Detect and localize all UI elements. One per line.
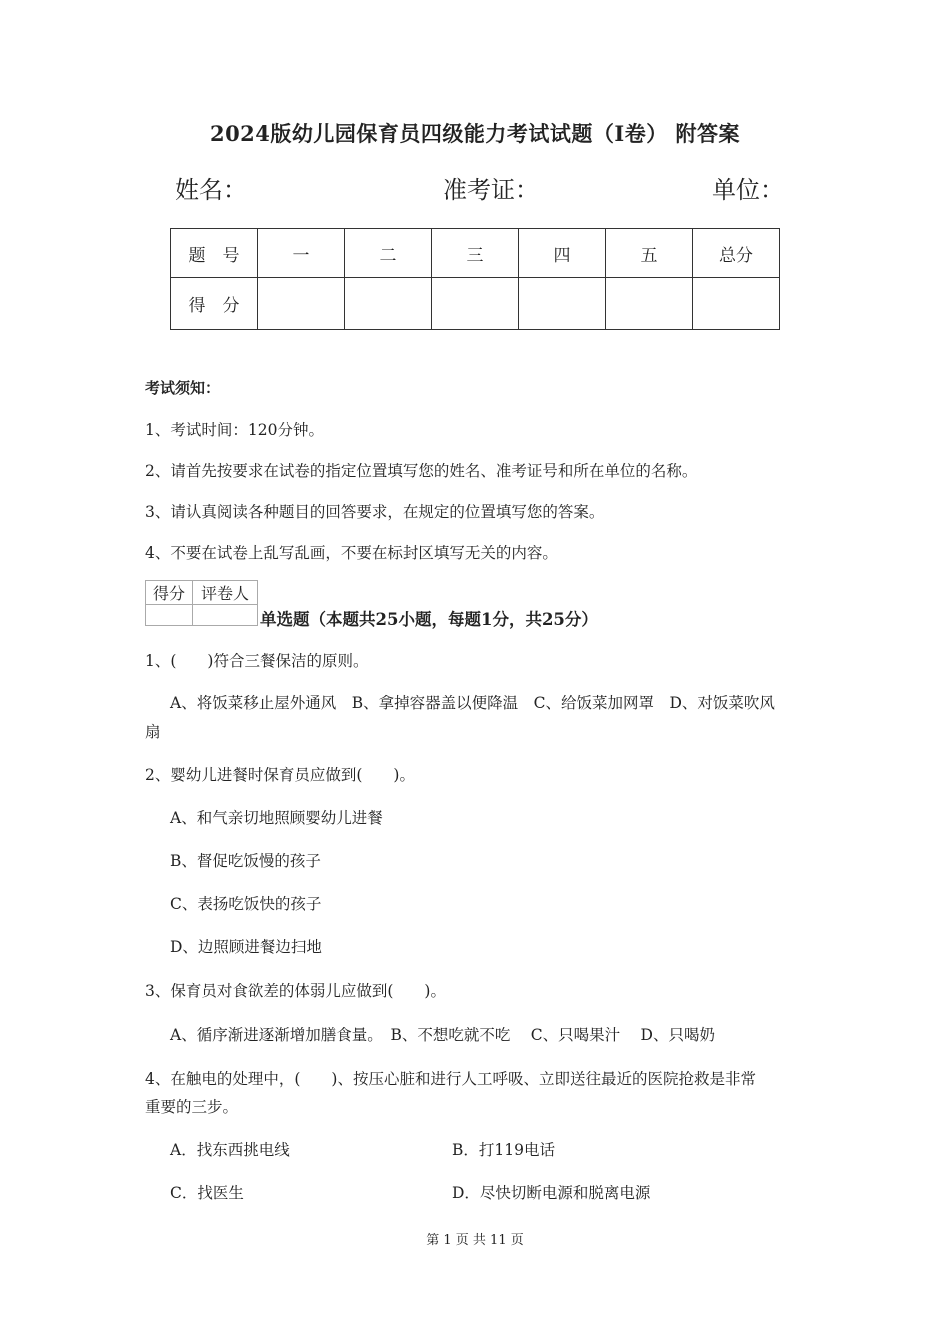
question-stem: 3、保育员对食欲差的体弱儿应做到( )。 <box>145 982 446 1000</box>
notice-item: 4、不要在试卷上乱写乱画，不要在标封区填写无关的内容。 <box>145 544 558 562</box>
unit-field-label: 单位： <box>712 176 784 204</box>
score-header-cell: 一 <box>258 229 345 278</box>
score-header-cell: 五 <box>606 229 693 278</box>
question-stem: 重要的三步。 <box>145 1098 239 1116</box>
question-option: D．尽快切断电源和脱离电源 <box>452 1184 651 1202</box>
grader-name-cell[interactable] <box>193 605 258 626</box>
name-field-label: 姓名： <box>175 176 247 204</box>
score-header-cell: 三 <box>432 229 519 278</box>
score-cell[interactable] <box>693 278 780 330</box>
page-footer: 第 1 页 共 11 页 <box>426 1233 524 1248</box>
score-header-cell: 总分 <box>693 229 780 278</box>
question-options: A、循序渐进逐渐增加膳食量。 B、不想吃就不吃 C、只喝果汁 D、只喝奶 <box>170 1026 715 1044</box>
question-stem: 4、在触电的处理中，( )、按压心脏和进行人工呼吸、立即送往最近的医院抢救是非常 <box>145 1070 756 1088</box>
score-table-header-row <box>171 229 780 278</box>
score-header-cell: 二 <box>345 229 432 278</box>
question-stem: 2、婴幼儿进餐时保育员应做到( )。 <box>145 766 415 784</box>
question-option: A．找东西挑电线 <box>170 1141 290 1159</box>
notice-heading: 考试须知： <box>145 379 221 397</box>
question-option: B、督促吃饭慢的孩子 <box>170 852 321 870</box>
question-option: A、和气亲切地照顾婴幼儿进餐 <box>170 809 383 827</box>
grader-score-label: 得分 <box>146 581 193 605</box>
score-header-cell: 四 <box>519 229 606 278</box>
score-cell[interactable] <box>606 278 693 330</box>
notice-item: 1、考试时间：120分钟。 <box>145 421 324 439</box>
score-row-label: 得 分 <box>171 278 258 330</box>
question-stem: 1、( )符合三餐保洁的原则。 <box>145 652 369 670</box>
grader-box <box>145 580 258 626</box>
document-title: 2024版幼儿园保育员四级能力考试试题（I卷） 附答案 <box>209 121 741 146</box>
question-option: D、边照顾进餐边扫地 <box>170 938 322 956</box>
score-cell[interactable] <box>519 278 606 330</box>
question-option: C、表扬吃饭快的孩子 <box>170 895 322 913</box>
score-cell[interactable] <box>258 278 345 330</box>
score-cell[interactable] <box>345 278 432 330</box>
notice-item: 3、请认真阅读各种题目的回答要求，在规定的位置填写您的答案。 <box>145 503 605 521</box>
score-table-score-row <box>171 278 780 330</box>
question-options: 扇 <box>145 723 161 741</box>
question-options: A、将饭菜移止屋外通风 B、拿掉容器盖以便降温 C、给饭菜加网罩 D、对饭菜吹风 <box>170 694 775 712</box>
notice-item: 2、请首先按要求在试卷的指定位置填写您的姓名、准考证号和所在单位的名称。 <box>145 462 698 480</box>
score-cell[interactable] <box>432 278 519 330</box>
grader-name-label: 评卷人 <box>193 581 258 605</box>
score-table <box>170 228 780 330</box>
question-option: C．找医生 <box>170 1184 244 1202</box>
exam-id-field-label: 准考证： <box>443 176 539 204</box>
grader-score-cell[interactable] <box>146 605 193 626</box>
score-header-cell: 题 号 <box>171 229 258 278</box>
question-option: B．打119电话 <box>452 1141 555 1159</box>
section-title: 单选题（本题共25小题，每题1分，共25分） <box>260 610 598 629</box>
